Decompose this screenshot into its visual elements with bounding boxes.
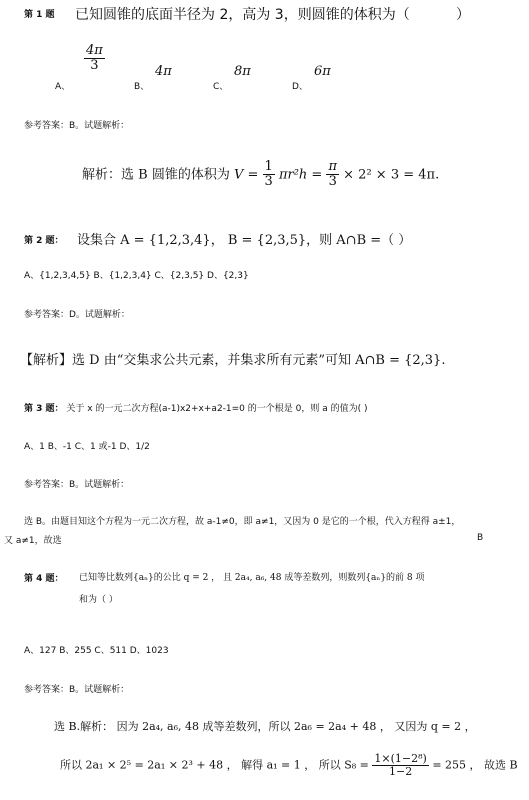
q1-answer: 参考答案：B。试题解析： <box>24 121 130 131</box>
q1-frac1-den: 3 <box>264 174 273 190</box>
q4-explanation-line1: 选 B.解析： 因为 2a₄, a₆, 48 成等差数列，所以 2a₆ = 2a₄ + 48 ， 又因为 q = 2 ， <box>54 720 476 733</box>
q1-option-c-value: 8π <box>234 64 251 79</box>
q1-option-a-label: A、 <box>55 82 71 92</box>
q3-options: A、1 B、-1 C、1 或-1 D、1/2 <box>24 442 150 452</box>
q1-explanation: 解析：选 B 圆锥的体积为 V = $\frac{1}{3}$ πr²h = $\frac{\pi}{3}$ × 2² × 3 = 4π. <box>82 159 440 190</box>
q1-stem-close: ） <box>456 7 470 23</box>
q3-answer: 参考答案：B。试题解析： <box>24 480 130 490</box>
q1-stem: 已知圆锥的底面半径为 2，高为 3，则圆锥的体积为（ <box>75 7 410 23</box>
q2-stem: 设集合 A = {1,2,3,4}， B = {2,3,5}，则 A∩B =（ ） <box>77 233 412 248</box>
q1-frac1-num: 1 <box>264 159 273 174</box>
q1-explanation-tail: × 2² × 3 = 4π. <box>343 167 440 183</box>
q1-option-c-label: C、 <box>213 82 229 92</box>
q2-label: 第 2 题： <box>24 236 64 246</box>
q2-options: A、{1,2,3,4,5} B、{1,2,3,4} C、{2,3,5} D、{2,3} <box>24 271 249 281</box>
q1-option-d-label: D、 <box>292 82 308 92</box>
q3-explanation-line1: 选 B。由题目知这个方程为一元二次方程，故 a-1≠0，即 a≠1，又因为 0 是它的一个根，代入方程得 a±1， <box>24 517 461 527</box>
q4-explanation-line2a: 所以 2a₁ × 2⁵ = 2a₁ × 2³ + 48 ， 解得 a₁ = 1 ， 所以 S₈ = <box>60 758 369 772</box>
q1-option-b-label: B、 <box>134 82 150 92</box>
q3-stem <box>24 401 367 414</box>
q4-stem-line2: 和为（ ） <box>79 595 118 605</box>
q4-frac-num: 1×(1−2⁸) <box>374 752 427 765</box>
q1-option-d-value: 6π <box>314 64 331 79</box>
q3-label: 第 3 题： <box>24 404 64 414</box>
q4-options: A、127 B、255 C、511 D、1023 <box>24 646 169 656</box>
q1-option-a-numerator: 4π <box>86 43 103 58</box>
q1-label: 第 1 题 <box>24 10 55 20</box>
q4-label: 第 4 题： <box>24 574 64 584</box>
q1-frac2-num: π <box>328 159 338 174</box>
q1-explanation-prefix: 解析：选 B 圆锥的体积为 <box>82 167 230 183</box>
q4-explanation-line2 <box>60 753 518 778</box>
q4-explanation-line2b: = 255 ， 故选 B <box>432 758 518 772</box>
q2-answer: 参考答案：D。试题解析： <box>24 310 130 320</box>
q4-answer: 参考答案：B。试题解析： <box>24 685 130 695</box>
q1-option-a-denominator: 3 <box>90 58 99 74</box>
q1-frac2-den: 3 <box>328 174 337 190</box>
q4-frac-den: 1−2 <box>389 765 413 779</box>
q3-explanation-line2: 又 a≠1，故选 <box>4 536 62 546</box>
q3-explanation-end: B <box>477 533 484 543</box>
q4-stem-line1: 已知等比数列{aₙ}的公比 q = 2 ， 且 2a₄, a₆, 48 成等差数列，则数列{aₙ}的前 8 项 <box>79 573 425 583</box>
q1-option-a-value <box>84 44 105 74</box>
q1-explanation-mid: πr²h = <box>278 167 323 183</box>
q2-explanation: 【解析】选 D 由“交集求公共元素，并集求所有元素”可知 A∩B = {2,3}. <box>20 353 446 368</box>
q1-option-b-value: 4π <box>155 64 172 79</box>
q3-stem-text: 关于 x 的一元二次方程(a-1)x2+x+a2-1=0 的一个根是 0，则 a 的值为( ) <box>66 404 368 414</box>
